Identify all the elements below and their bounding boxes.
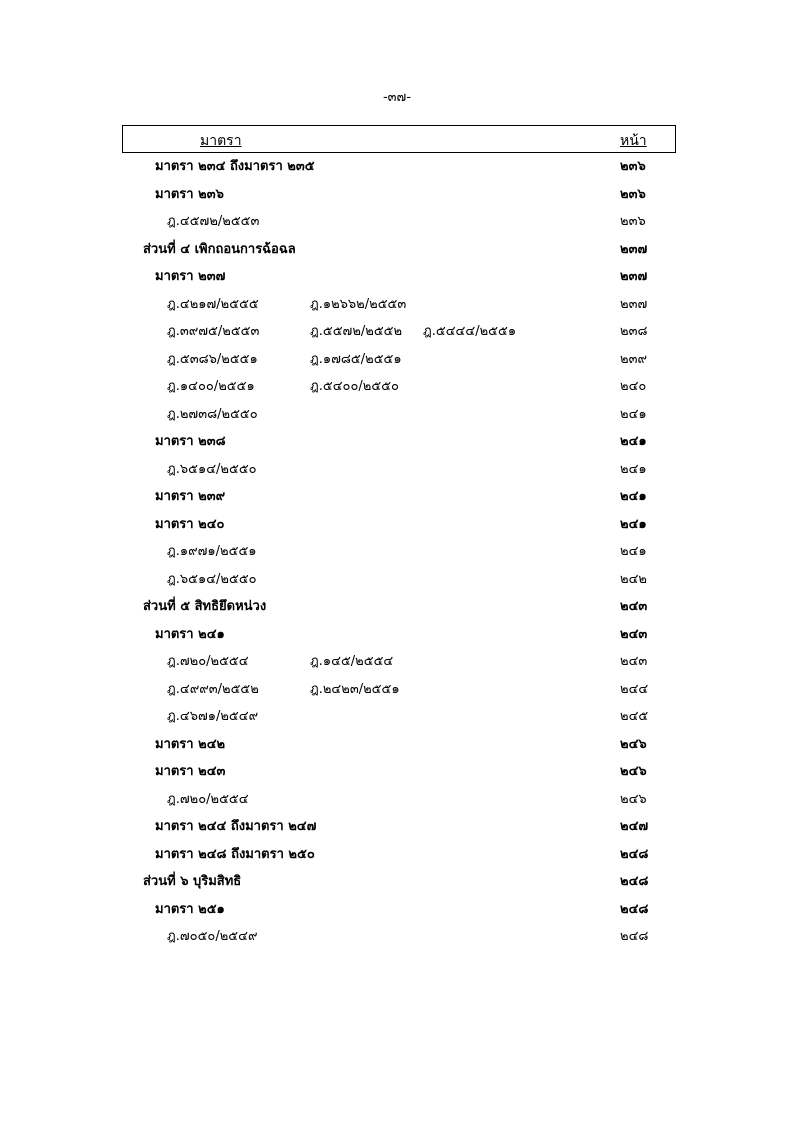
article-row xyxy=(0,896,794,924)
case-citation: ฎ.๔๖๗๑/๒๕๔๙ xyxy=(167,709,259,724)
page-reference: ๒๔๑ xyxy=(620,516,647,532)
section-row xyxy=(0,593,794,621)
case-row xyxy=(0,566,794,594)
case-row xyxy=(0,648,794,676)
case-row xyxy=(0,318,794,346)
article-row xyxy=(0,841,794,869)
page-reference: ๒๓๖ xyxy=(620,214,646,229)
page-reference: ๒๔๖ xyxy=(620,791,647,807)
page-reference: ๒๔๕ xyxy=(620,709,649,724)
article-row xyxy=(0,153,794,181)
page-reference: ๒๔๒ xyxy=(620,571,647,587)
page-reference: ๒๔๑ xyxy=(620,406,647,422)
entry-label: มาตรา ๒๔๐ xyxy=(155,516,225,532)
page-number: -๓๗- xyxy=(382,90,412,105)
case-citation: ฎ.๕๓๘๖/๒๕๕๑ xyxy=(167,351,258,367)
article-row xyxy=(0,813,794,841)
section-row xyxy=(0,236,794,264)
page-reference: ๒๔๘ xyxy=(620,874,649,889)
case-citation: ฎ.๑๙๗๑/๒๕๕๑ xyxy=(167,544,257,559)
case-citation: ฎ.๑๔๕/๒๕๕๔ xyxy=(310,654,394,669)
case-citation: ฎ.๗๒๐/๒๕๕๔ xyxy=(167,791,249,807)
page-reference: ๒๔๘ xyxy=(620,846,649,862)
article-row xyxy=(0,758,794,786)
article-row xyxy=(0,731,794,759)
article-row xyxy=(0,511,794,539)
case-row xyxy=(0,538,794,566)
page-reference: ๒๔๐ xyxy=(620,379,647,394)
case-citation: ฎ.๗๐๕๐/๒๕๔๙ xyxy=(167,929,258,944)
case-row xyxy=(0,291,794,319)
entry-label: มาตรา ๒๔๓ xyxy=(155,764,226,779)
page-reference: ๒๔๓ xyxy=(620,599,648,614)
case-citation: ฎ.๗๒๐/๒๕๕๔ xyxy=(167,654,249,669)
entry-label: มาตรา ๒๓๔ ถึงมาตรา ๒๓๕ xyxy=(155,159,315,174)
case-citation: ฎ.๖๕๑๔/๒๕๕๐ xyxy=(167,571,257,587)
entry-label: ส่วนที่ ๔ เพิกถอนการฉ้อฉล xyxy=(143,241,296,257)
page-reference: ๒๔๖ xyxy=(620,736,647,752)
entry-label: มาตรา ๒๓๘ xyxy=(155,434,226,449)
case-citation: ฎ.๒๔๒๓/๒๕๕๑ xyxy=(310,681,400,697)
case-citation: ฎ.๖๕๑๔/๒๕๕๐ xyxy=(167,461,257,477)
page-reference: ๒๔๓ xyxy=(620,654,648,669)
case-citation: ฎ.๔๕๗๒/๒๕๕๓ xyxy=(167,214,260,229)
entry-label: ส่วนที่ ๖ บุริมสิทธิ xyxy=(143,874,242,889)
entry-label: มาตรา ๒๔๔ ถึงมาตรา ๒๔๗ xyxy=(155,819,317,834)
page-reference: ๒๓๗ xyxy=(620,241,648,257)
case-row xyxy=(0,208,794,236)
article-row xyxy=(0,483,794,511)
case-row xyxy=(0,346,794,374)
page-reference: ๒๔๑ xyxy=(620,434,647,449)
page-reference: ๒๓๗ xyxy=(620,296,648,312)
case-citation: ฎ.๕๕๗๒/๒๕๕๒ xyxy=(310,324,403,339)
header-page-label: หน้า xyxy=(620,133,647,149)
case-row xyxy=(0,456,794,484)
page-reference: ๒๔๑ xyxy=(620,461,647,477)
case-row xyxy=(0,373,794,401)
entry-label: มาตรา ๒๔๘ ถึงมาตรา ๒๕๐ xyxy=(155,846,315,862)
case-row xyxy=(0,923,794,951)
page-reference: ๒๓๙ xyxy=(620,351,647,367)
case-citation: ฎ.๑๗๘๕/๒๕๕๑ xyxy=(310,351,402,367)
case-citation: ฎ.๕๔๔๔/๒๕๕๑ xyxy=(423,324,517,339)
entry-label: มาตรา ๒๓๖ xyxy=(155,186,224,202)
page-reference: ๒๔๔ xyxy=(620,681,649,697)
case-citation: ฎ.๒๗๓๘/๒๕๕๐ xyxy=(167,406,258,422)
case-row xyxy=(0,401,794,429)
table-header xyxy=(122,125,676,153)
page-reference: ๒๔๑ xyxy=(620,544,647,559)
entry-label: ส่วนที่ ๕ สิทธิยึดหน่วง xyxy=(143,599,267,614)
entry-label: มาตรา ๒๕๑ xyxy=(155,901,225,917)
case-citation: ฎ.๑๒๖๖๒/๒๕๕๓ xyxy=(310,296,407,312)
case-row xyxy=(0,703,794,731)
page-reference: ๒๓๘ xyxy=(620,324,648,339)
article-row xyxy=(0,181,794,209)
case-citation: ฎ.๓๙๗๕/๒๕๕๓ xyxy=(167,324,260,339)
header-article-label: มาตรา xyxy=(200,133,242,149)
page-reference: ๒๔๘ xyxy=(620,901,649,917)
entry-label: มาตรา ๒๔๒ xyxy=(155,736,226,752)
case-row xyxy=(0,676,794,704)
page-reference: ๒๔๗ xyxy=(620,819,649,834)
page-reference: ๒๔๖ xyxy=(620,764,647,779)
article-row xyxy=(0,428,794,456)
page-reference: ๒๓๖ xyxy=(620,186,646,202)
entry-label: มาตรา ๒๓๙ xyxy=(155,489,226,504)
case-row xyxy=(0,786,794,814)
index-table xyxy=(0,153,794,951)
page-reference: ๒๓๗ xyxy=(620,269,648,284)
page-reference: ๒๔๓ xyxy=(620,626,648,642)
article-row xyxy=(0,263,794,291)
entry-label: มาตรา ๒๔๑ xyxy=(155,626,225,642)
page-reference: ๒๓๖ xyxy=(620,159,646,174)
case-citation: ฎ.๔๒๑๗/๒๕๕๕ xyxy=(167,296,259,312)
section-row xyxy=(0,868,794,896)
case-citation: ฎ.๕๔๐๐/๒๕๕๐ xyxy=(310,379,399,394)
case-citation: ฎ.๔๙๙๓/๒๕๕๒ xyxy=(167,681,259,697)
article-row xyxy=(0,621,794,649)
page-reference: ๒๔๑ xyxy=(620,489,647,504)
entry-label: มาตรา ๒๓๗ xyxy=(155,269,226,284)
case-citation: ฎ.๑๔๐๐/๒๕๕๑ xyxy=(167,379,255,394)
page-reference: ๒๔๘ xyxy=(620,929,649,944)
